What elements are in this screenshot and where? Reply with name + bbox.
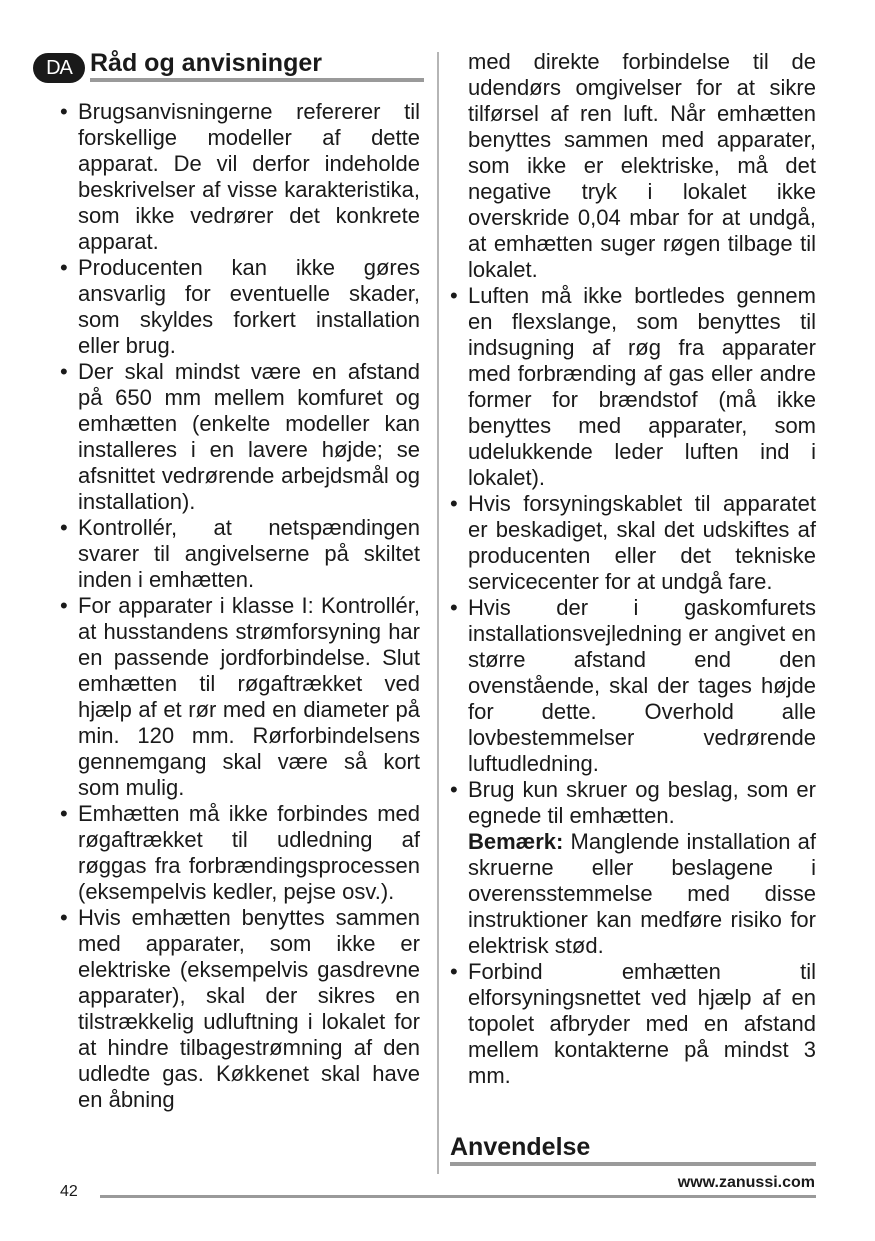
list-item: • Luften må ikke bortledes gennem en flexslange, som benyttes til indsugning af røg fra apparater med forbrænding af gas eller andre former for brændstof (må ikke benyttes med apparater, som udelukkende leder luften ind i lokalet). [450,283,816,491]
left-column [60,99,420,1113]
page-number: 42 [60,1183,78,1200]
next-heading-rule [450,1162,816,1166]
list-item: • Hvis forsyningskablet til apparatet er beskadiget, skal det udskiftes af producenten eller det tekniske servicecenter for at undgå fare. [450,491,816,595]
list-item: • Kontrollér, at netspændingen svarer til angivelserne på skiltet inden i emhætten. [60,515,420,593]
list-item: • Forbind emhætten til elforsyningsnettet ved hjælp af en topolet afbryder med en afstand mellem kontakterne på mindst 3 mm. [450,959,816,1089]
website-url: www.zanussi.com [677,1174,815,1191]
list-item: • Producenten kan ikke gøres ansvarlig for eventuelle skader, som skyldes forkert installation eller brug. [60,255,420,359]
list-item: • Emhætten må ikke forbindes med røgaftrækket til udledning af røggas fra forbrændingsprocessen (eksempelvis kedler, pejse osv.). [60,801,420,905]
note [468,829,816,959]
heading-rule [90,78,424,82]
footer-rule [100,1195,816,1198]
note-label: Bemærk: [468,829,564,854]
note-text: Manglende installation af skruerne eller beslagene i overensstemmelse med disse instruktioner kan medføre risiko for elektrisk stød. [468,829,816,958]
section-heading: Råd og anvisninger [90,49,322,77]
screws-text: • Brug kun skruer og beslag, som er egnede til emhætten. [468,777,816,828]
continuation-text: med direkte forbindelse til de udendørs omgivelser for at sikre tilførsel af ren luft. Når emhætten benyttes sammen med apparater, som ikke er elektriske, må det negative tryk i lokalet ikke overskride 0,04 mbar for at undgå, at emhætten suger røgen tilbage til lokalet. [468,49,816,282]
list-item: • Hvis emhætten benyttes sammen med apparater, som ikke er elektriske (eksempelvis gasdrevne apparater), skal der sikres en tilstrækkelig udluftning i lokalet for at hindre tilbagestrømning af den udledte gas. Køkkenet skal have en åbning [60,905,420,1113]
list-item: • Brugsanvisningerne refererer til forskellige modeller af dette apparat. De vil derfor indeholde beskrivelser af visse karakteristika, som ikke vedrører det konkrete apparat. [60,99,420,255]
language-badge: DA [33,53,85,83]
right-column [450,49,816,1089]
list-item-screws [450,777,816,959]
list-item: • For apparater i klasse I: Kontrollér, at husstandens strømforsyning har en passende jordforbindelse. Slut emhætten til røgaftrækket ved hjælp af et rør med en diameter på min. 120 mm. Rørforbindelsens gennemgang skal være så kort som mulig. [60,593,420,801]
next-section-heading: Anvendelse [450,1133,591,1161]
list-item: • Hvis der i gaskomfurets installationsvejledning er angivet en større afstand end den ovenstående, skal der tages højde for dette. Overhold alle lovbestemmelser vedrørende luftudledning. [450,595,816,777]
list-item: • Der skal mindst være en afstand på 650 mm mellem komfuret og emhætten (enkelte modeller kan installeres i en lavere højde; se afsnittet vedrørende arbejdsmål og installation). [60,359,420,515]
column-divider [437,52,439,1174]
